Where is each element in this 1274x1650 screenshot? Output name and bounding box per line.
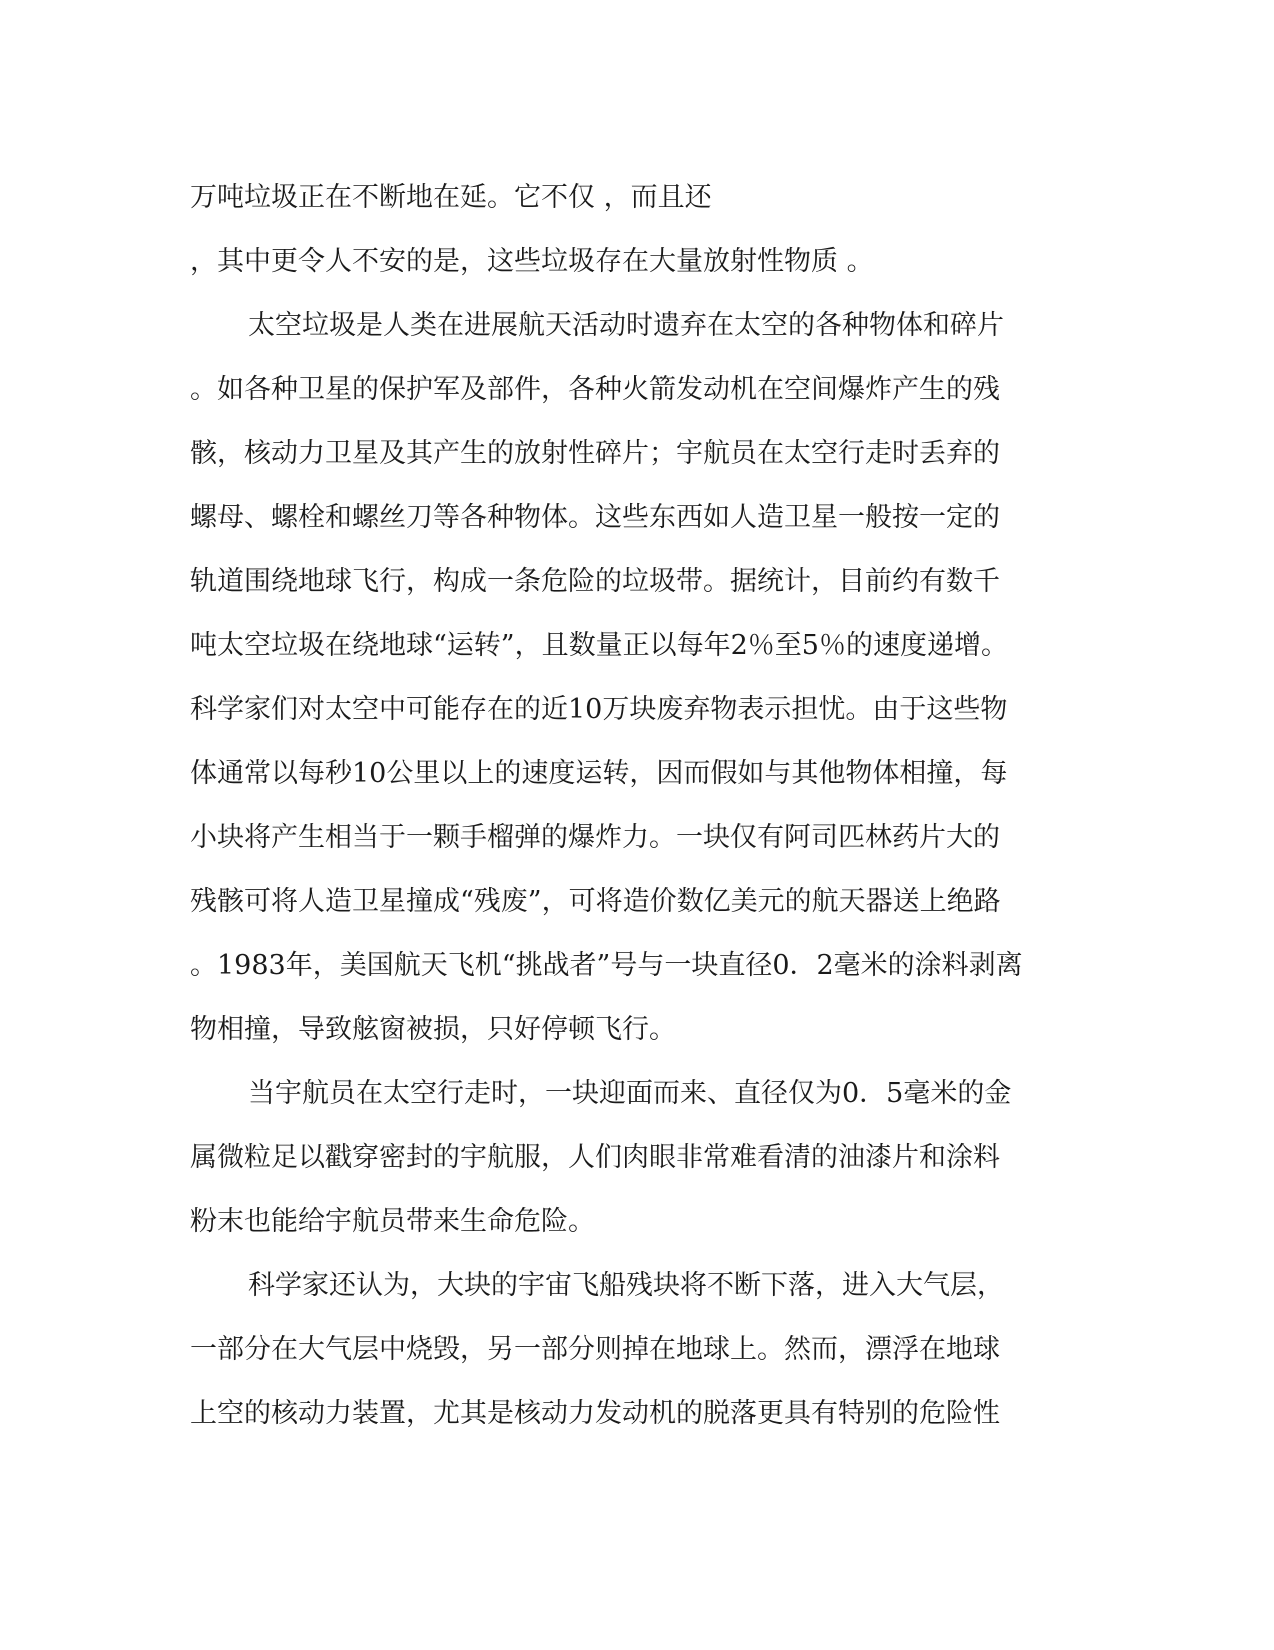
text-line: 体通常以每秒10公里以上的速度运转，因而假如与其他物体相撞，每: [190, 758, 1008, 789]
text-line: 残骸可将人造卫星撞成“残废”，可将造价数亿美元的航天器送上绝路: [190, 886, 1001, 917]
text-line: 吨太空垃圾在绕地球“运转”，且数量正以每年2％至5％的速度递增。: [190, 630, 1008, 661]
text-line: 上空的核动力装置，尤其是核动力发动机的脱落更具有特别的危险性: [190, 1398, 1000, 1429]
text-line: 属微粒足以戳穿密封的宇航服，人们肉眼非常难看清的油漆片和涂料: [190, 1142, 1000, 1173]
text-line: 科学家们对太空中可能存在的近10万块废弃物表示担忧。由于这些物: [190, 694, 1008, 725]
text-line: 物相撞，导致舷窗被损，只好停顿飞行。: [190, 1014, 676, 1045]
text-line: 骸，核动力卫星及其产生的放射性碎片；宇航员在太空行走时丢弃的: [190, 438, 1000, 469]
text-line: ，其中更令人不安的是，这些垃圾存在大量放射性物质 。: [190, 246, 874, 277]
text-line: 当宇航员在太空行走时，一块迎面而来、直径仅为0．5毫米的金: [248, 1078, 1012, 1109]
text-line: 科学家还认为，大块的宇宙飞船残块将不断下落，进入大气层，: [248, 1270, 1004, 1301]
text-line: 万吨垃圾正在不断地在延。它不仅 ，而且还: [190, 182, 712, 213]
body-text: [190, 166, 1070, 1446]
text-line: 轨道围绕地球飞行，构成一条危险的垃圾带。据统计，目前约有数千: [190, 566, 1000, 597]
text-line: 。如各种卫星的保护军及部件，各种火箭发动机在空间爆炸产生的残: [190, 374, 1000, 405]
text-line: 太空垃圾是人类在进展航天活动时遗弃在太空的各种物体和碎片: [248, 310, 1004, 341]
text-line: 粉末也能给宇航员带来生命危险。: [190, 1206, 595, 1237]
text-line: 螺母、螺栓和螺丝刀等各种物体。这些东西如人造卫星一般按一定的: [190, 502, 1000, 533]
text-line: 。1983年，美国航天飞机“挑战者”号与一块直径0．2毫米的涂料剥离: [190, 950, 1023, 981]
text-line: 一部分在大气层中烧毁，另一部分则掉在地球上。然而，漂浮在地球: [190, 1334, 1000, 1365]
text-line: 小块将产生相当于一颗手榴弹的爆炸力。一块仅有阿司匹林药片大的: [190, 822, 1000, 853]
